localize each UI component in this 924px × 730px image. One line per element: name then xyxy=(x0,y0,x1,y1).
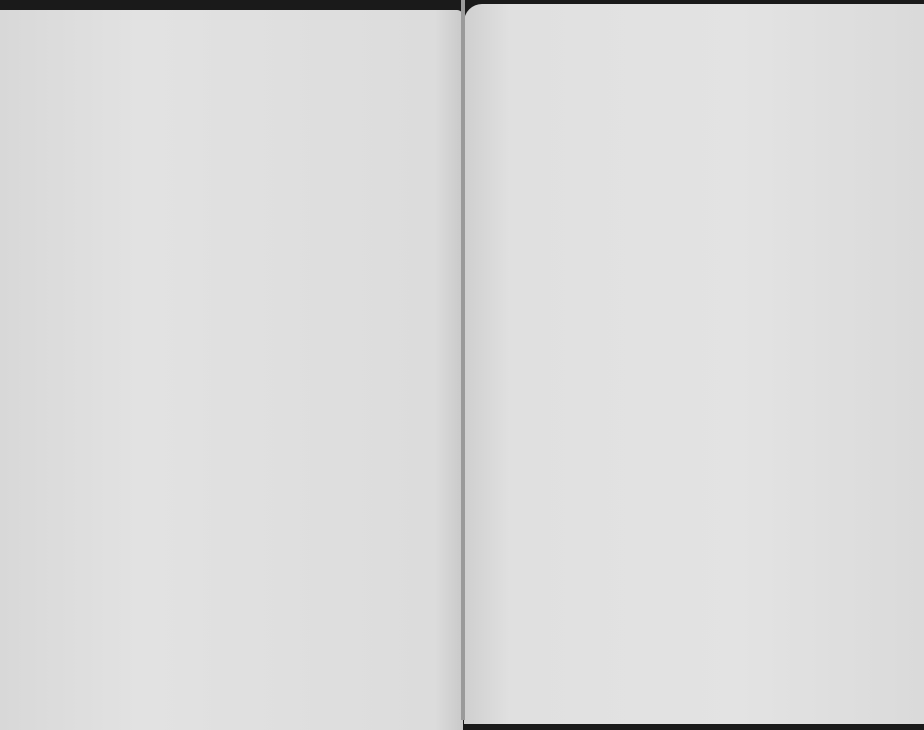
book-spine xyxy=(461,0,465,720)
left-page xyxy=(0,10,463,730)
right-page xyxy=(464,4,924,724)
